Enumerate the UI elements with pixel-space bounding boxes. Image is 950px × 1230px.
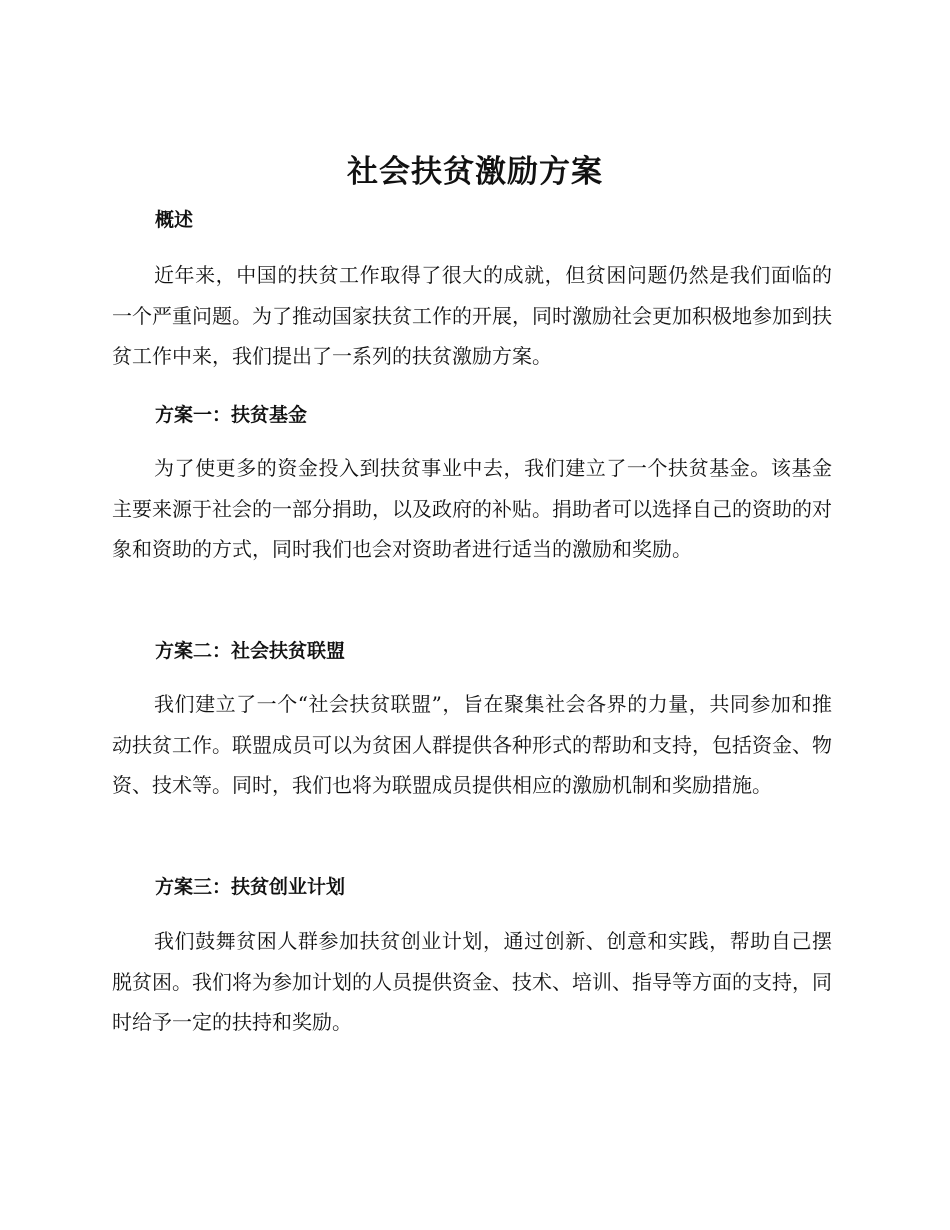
section-body-plan-two: 我们建立了一个“社会扶贫联盟”，旨在聚集社会各界的力量，共同参加和推动扶贫工作。联盟成员可以为贫困人群提供各种形式的帮助和支持，包括资金、物资、技术等。同时，我们也将为联盟成员提供相应的激励机制和奖励措施。 [112,692,832,797]
section-body-plan-one: 为了使更多的资金投入到扶贫事业中去，我们建立了一个扶贫基金。该基金主要来源于社会的一部分捐助，以及政府的补贴。捐助者可以选择自己的资助的对象和资助的方式，同时我们也会对资助者进行适当的激励和奖励。 [112,456,832,561]
section-heading-plan-one: 方案一：扶贫基金 [155,404,308,426]
section-body-overview: 近年来，中国的扶贫工作取得了很大的成就，但贫困问题仍然是我们面临的一个严重问题。为了推动国家扶贫工作的开展，同时激励社会更加积极地参加到扶贫工作中来，我们提出了一系列的扶贫激励方案。 [112,263,832,368]
document-title: 社会扶贫激励方案 [347,154,603,190]
section-heading-plan-two: 方案二：社会扶贫联盟 [155,640,346,662]
section-heading-plan-three: 方案三：扶贫创业计划 [155,876,346,898]
section-heading-overview: 概述 [155,209,194,231]
section-body-plan-three: 我们鼓舞贫困人群参加扶贫创业计划，通过创新、创意和实践，帮助自己摆脱贫困。我们将为参加计划的人员提供资金、技术、培训、指导等方面的支持，同时给予一定的扶持和奖励。 [112,929,832,1034]
